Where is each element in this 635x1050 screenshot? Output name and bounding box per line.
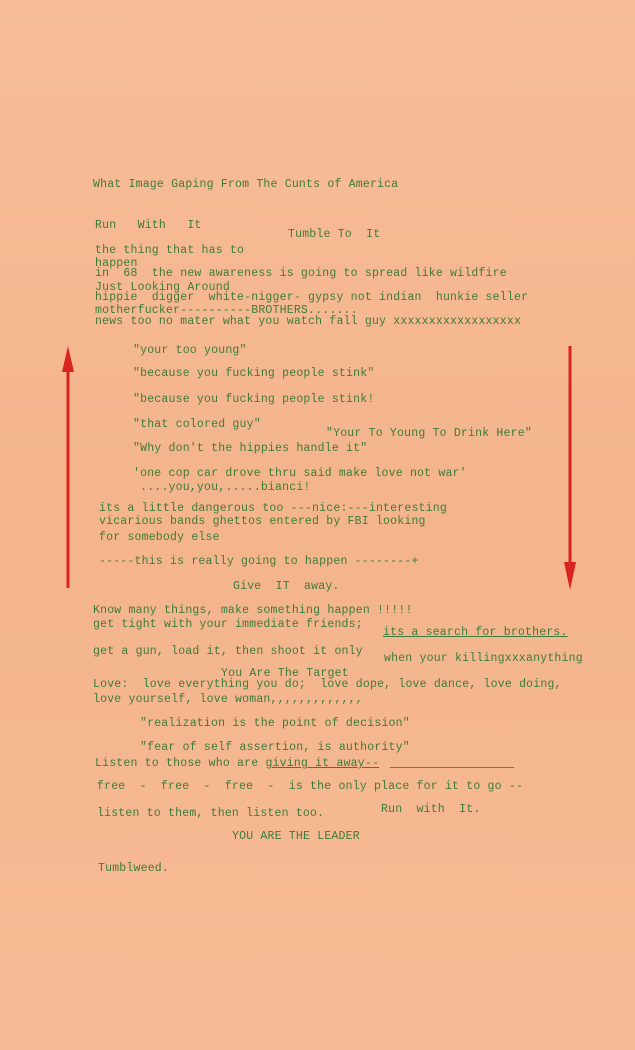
text-line: in 68 the new awareness is going to spread like wildfire [95,267,507,280]
text-line: listen to them, then listen too. [97,807,325,820]
text-line: vicarious bands ghettos entered by FBI looking [99,515,426,528]
text-line: free - free - free - is the only place for it to go -- [97,780,524,793]
tumble-to-it-heading: Tumble To It [288,228,381,241]
text-line: hippie digger white-nigger- gypsy not indian hunkie seller [95,291,529,304]
listen-prefix: Listen to those who are [95,757,266,770]
text-line: Just Looking Around [95,281,230,294]
quote-line: "realization is the point of decision" [140,717,410,730]
text-line: its a little dangerous too ---nice:---interesting [99,502,447,515]
signature: Tumblweed. [98,862,170,875]
quote-line: "because you fucking people stink! [133,393,375,406]
quote-line: "because you fucking people stink" [133,367,375,380]
giving-it-away-underlined: giving it away-- [265,757,380,770]
give-it-away-heading: Give IT away. [233,580,340,593]
leader-heading: YOU ARE THE LEADER [232,830,360,843]
text-line: Love: love everything you do; love dope, love dance, love doing, [93,678,562,691]
search-for-brothers-line: its a search for brothers. [383,626,568,639]
underline-rule [390,767,514,768]
text-line: -----this is really going to happen --------+ [99,555,419,568]
listen-line [95,758,379,770]
text-line: happen [95,257,138,270]
run-with-it-heading: Run With It [95,219,202,232]
quote-line: "fear of self assertion, is authority" [140,741,410,754]
text-line: love yourself, love woman,,,,,,,,,,,,, [93,693,363,706]
quote-line: "Your To Young To Drink Here" [326,427,532,440]
text-line: motherfucker----------BROTHERS....... [95,304,358,317]
target-heading: You Are The Target [221,667,349,680]
red-down-arrow-icon [563,346,577,590]
text-line: get tight with your immediate friends; [93,618,363,631]
text-line: news too no mater what you watch fall guy xxxxxxxxxxxxxxxxxx [95,315,522,328]
quote-line: "Why don't the hippies handle it" [133,442,368,455]
red-up-arrow-icon [61,346,75,588]
quote-line: "that colored guy" [133,418,261,431]
text-line: get a gun, load it, then shoot it only [93,645,363,658]
text-line: for somebody else [99,531,220,544]
quote-line: ....you,you,.....bianci! [133,481,311,494]
text-line: the thing that has to [95,244,245,257]
text-line: Run with It. [381,803,481,816]
text-line: when your killingxxxanything [384,652,583,665]
quote-line: 'one cop car drove thru said make love not war' [133,467,467,480]
page-title: What Image Gaping From The Cunts of America [93,178,399,191]
text-line: Know many things, make something happen !!!!! [93,604,413,617]
quote-line: "your too young" [133,344,247,357]
